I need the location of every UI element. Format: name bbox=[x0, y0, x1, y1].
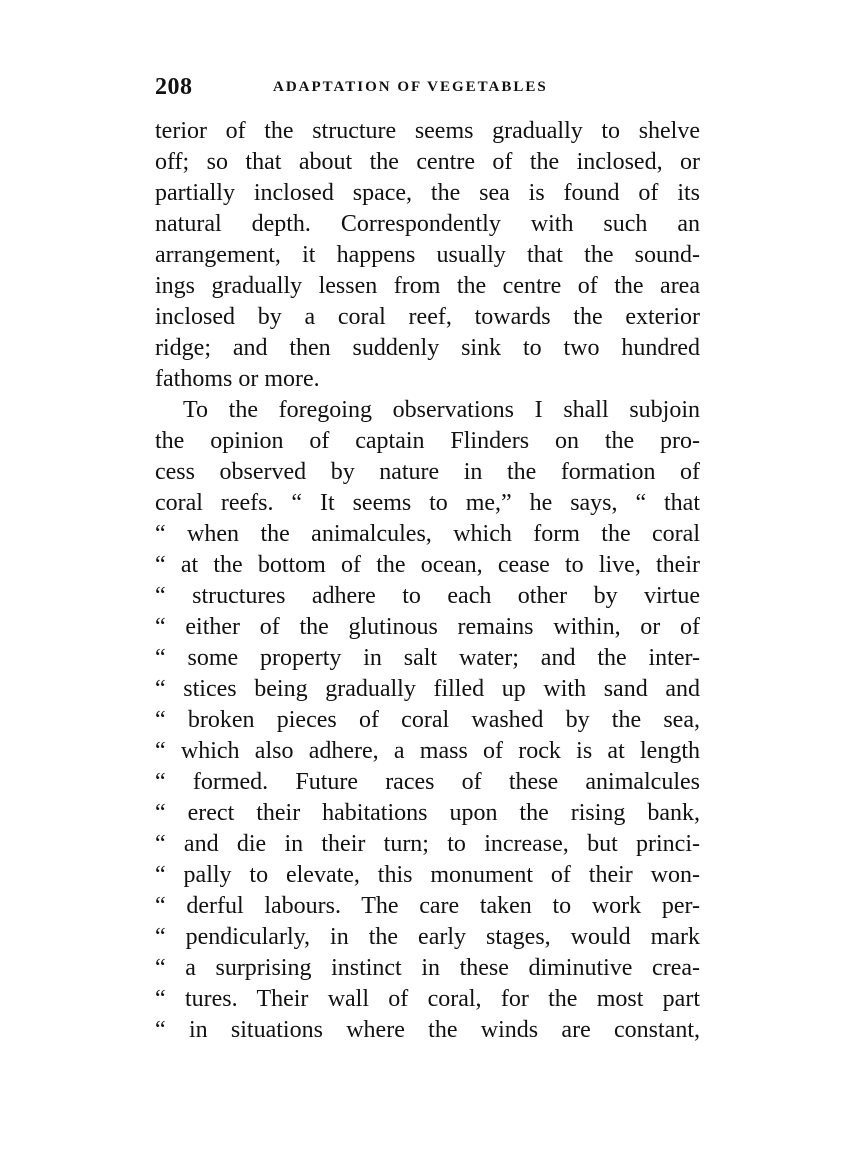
text-line: ings gradually lessen from the centre of the area bbox=[155, 273, 700, 299]
text-line: inclosed by a coral reef, towards the exterior bbox=[155, 304, 700, 330]
quoted-line: “ broken pieces of coral washed by the sea, bbox=[155, 707, 700, 733]
quoted-line: “ either of the glutinous remains within, or of bbox=[155, 614, 700, 640]
quoted-line: “ formed. Future races of these animalcules bbox=[155, 769, 700, 795]
page-number: 208 bbox=[155, 74, 193, 100]
quoted-line: “ structures adhere to each other by virtue bbox=[155, 583, 700, 609]
quoted-line: “ erect their habitations upon the rising bank, bbox=[155, 800, 700, 826]
quoted-line: “ in situations where the winds are constant, bbox=[155, 1017, 700, 1043]
quoted-line: “ derful labours. The care taken to work per- bbox=[155, 893, 700, 919]
quoted-line: “ when the animalcules, which form the coral bbox=[155, 521, 700, 547]
paragraph-start-line: To the foregoing observations I shall subjoin bbox=[183, 397, 700, 423]
text-line: natural depth. Correspondently with such an bbox=[155, 211, 700, 237]
text-line: ridge; and then suddenly sink to two hundred bbox=[155, 335, 700, 361]
quoted-line: “ a surprising instinct in these diminutive crea- bbox=[155, 955, 700, 981]
quoted-line: “ stices being gradually filled up with sand and bbox=[155, 676, 700, 702]
body-text bbox=[155, 116, 700, 1046]
quoted-line: “ pally to elevate, this monument of their won- bbox=[155, 862, 700, 888]
quoted-line: “ tures. Their wall of coral, for the most part bbox=[155, 986, 700, 1012]
quoted-line: “ and die in their turn; to increase, but princi- bbox=[155, 831, 700, 857]
text-line: terior of the structure seems gradually to shelve bbox=[155, 118, 700, 144]
text-line: arrangement, it happens usually that the sound- bbox=[155, 242, 700, 268]
paragraph-end-line: fathoms or more. bbox=[155, 366, 320, 392]
text-line: the opinion of captain Flinders on the pro- bbox=[155, 428, 700, 454]
quoted-line: “ which also adhere, a mass of rock is at length bbox=[155, 738, 700, 764]
text-line: cess observed by nature in the formation of bbox=[155, 459, 700, 485]
text-line: off; so that about the centre of the inclosed, or bbox=[155, 149, 700, 175]
text-line: coral reefs. “ It seems to me,” he says, “ that bbox=[155, 490, 700, 516]
text-line: partially inclosed space, the sea is found of its bbox=[155, 180, 700, 206]
running-title: ADAPTATION OF VEGETABLES bbox=[273, 79, 548, 95]
quoted-line: “ pendicularly, in the early stages, would mark bbox=[155, 924, 700, 950]
quoted-line: “ some property in salt water; and the inter- bbox=[155, 645, 700, 671]
running-head bbox=[155, 72, 700, 102]
quoted-line: “ at the bottom of the ocean, cease to live, their bbox=[155, 552, 700, 578]
